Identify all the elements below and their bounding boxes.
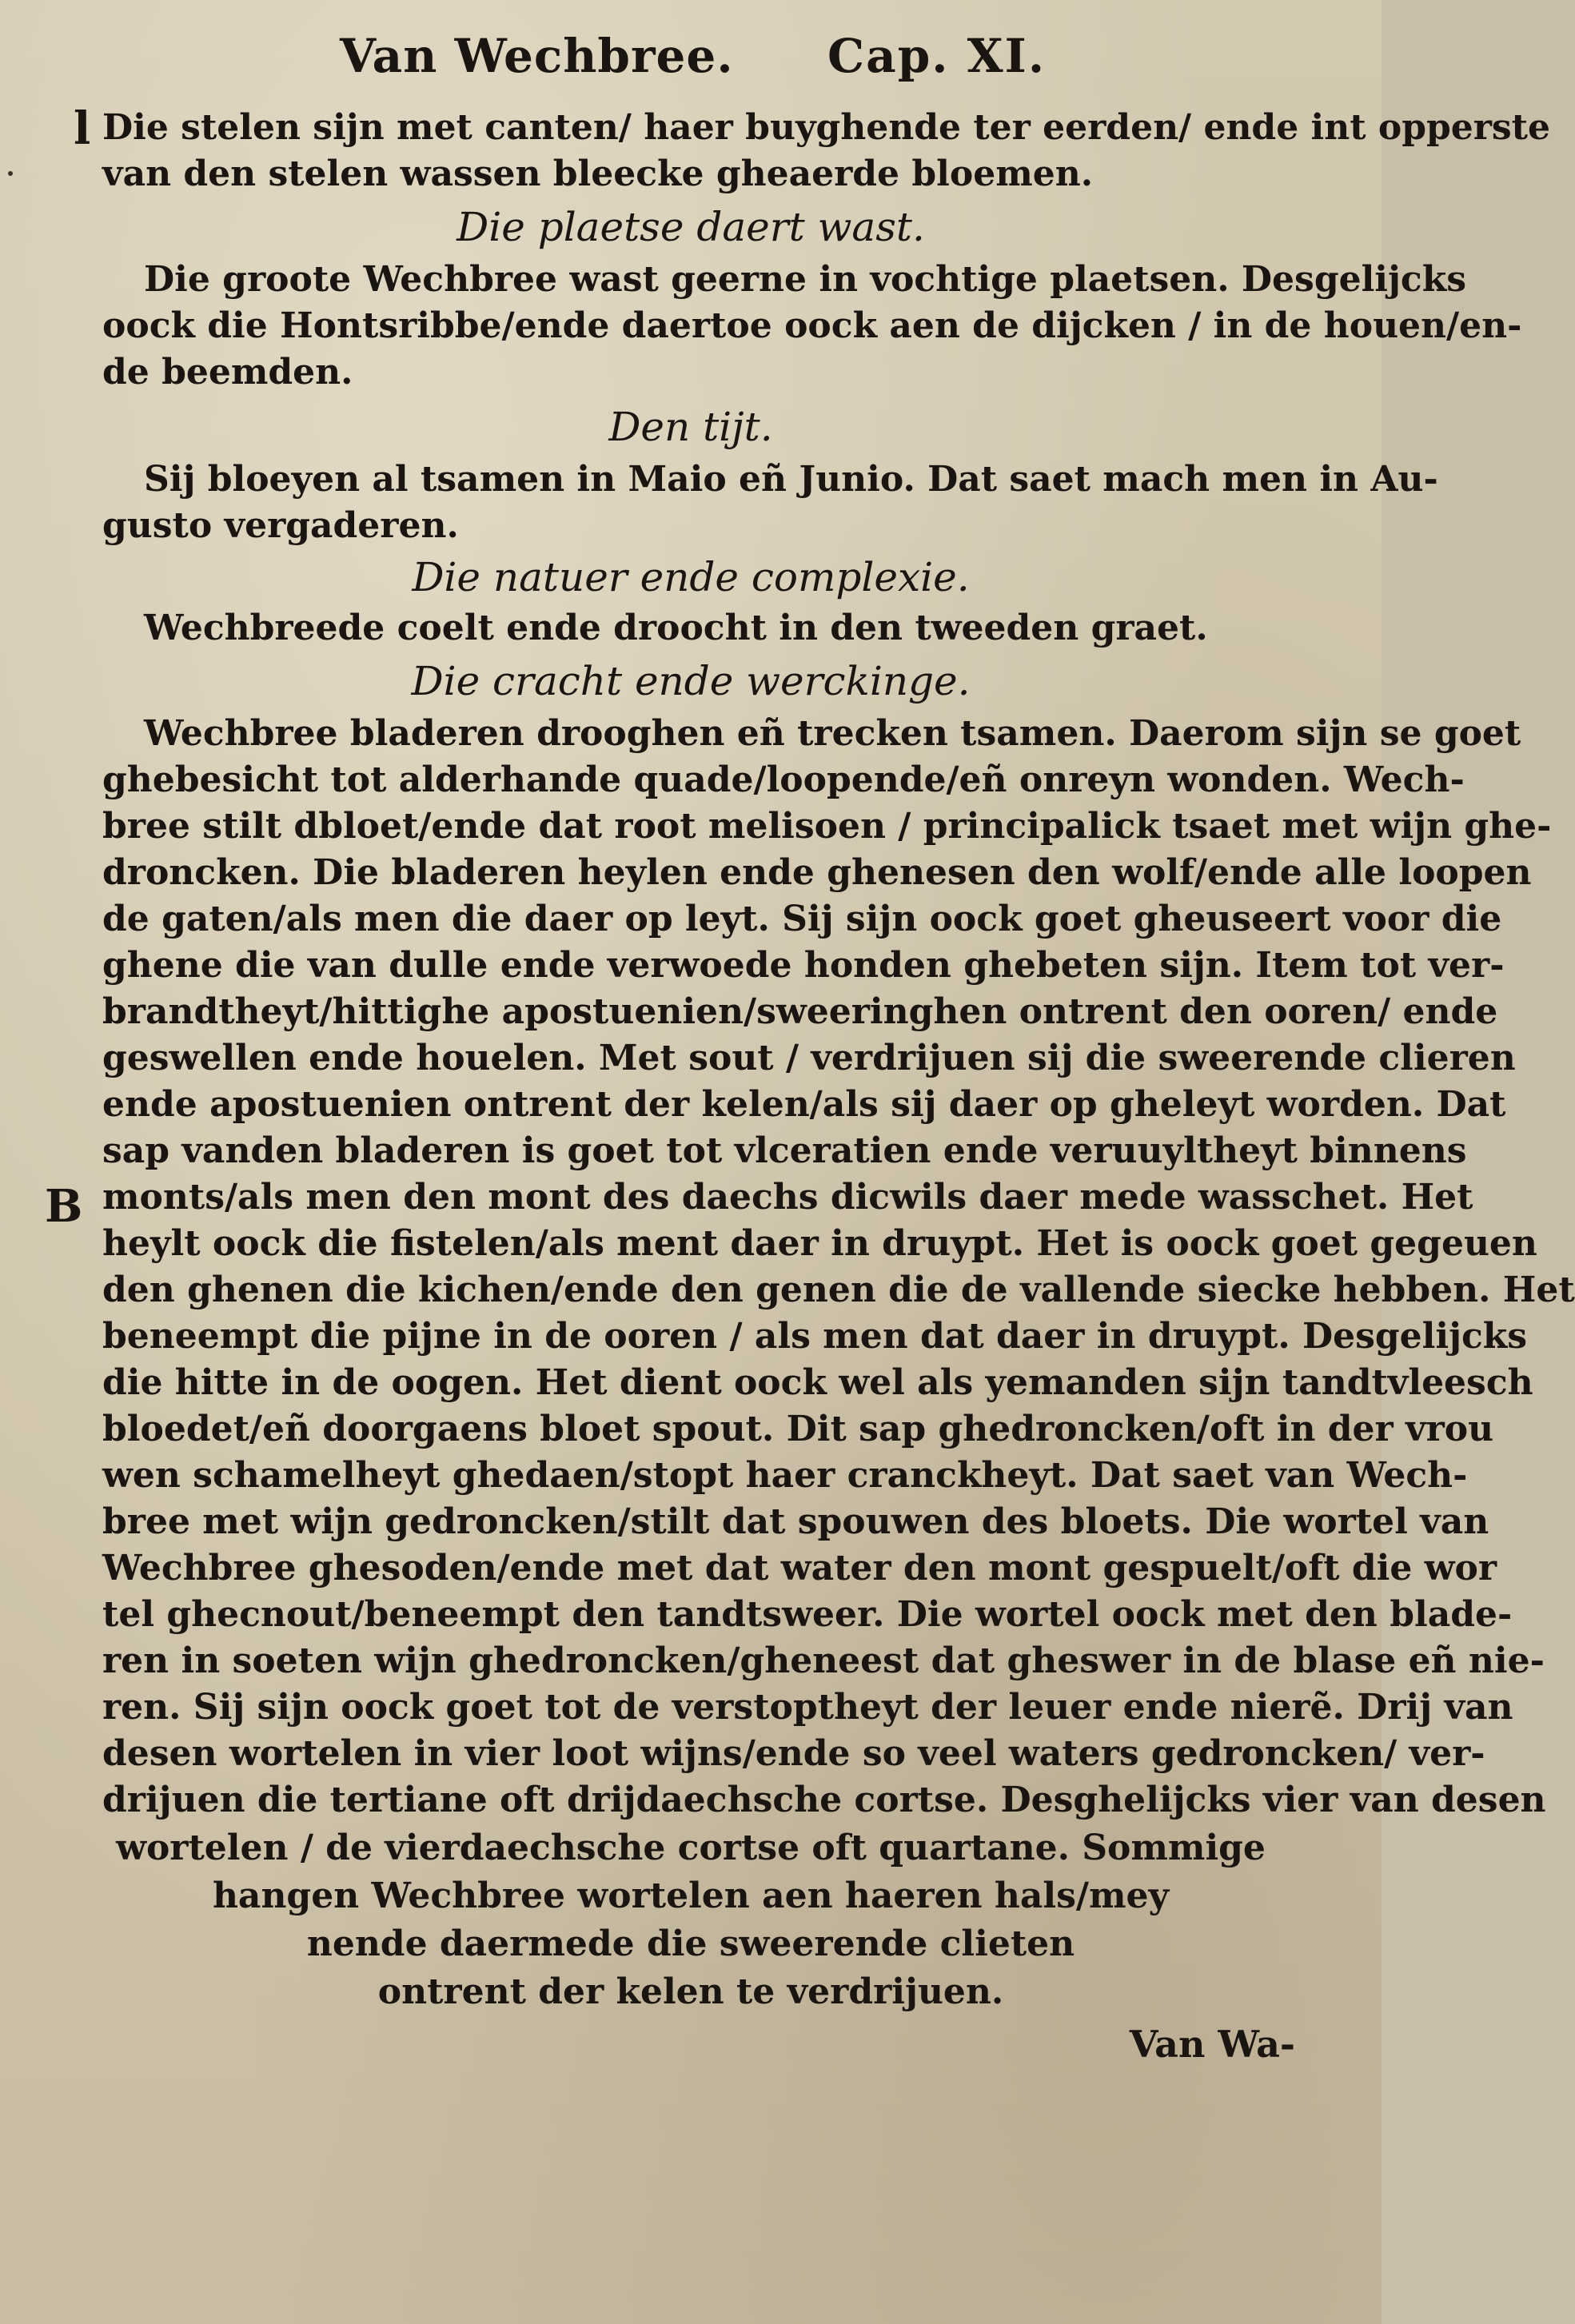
text-line: van den stelen wassen bleecke gheaerde bloemen. <box>102 153 1094 194</box>
text-line: monts/als men den mont des daechs dicwils daer mede wasschet. Het <box>102 1177 1473 1218</box>
text-line: droncken. Die bladeren heylen ende ghenesen den wolf/ende alle loopen <box>102 852 1532 893</box>
text-line: Die stelen sijn met canten/ haer buyghende ter eerden/ ende int opperste <box>102 107 1551 148</box>
text-line: bloedet/eñ doorgaens bloet spout. Dit sap ghedroncken/oft in der vrou <box>102 1409 1494 1449</box>
text-line: Wechbree ghesoden/ende met dat water den mont gespuelt/oft die wor <box>102 1548 1497 1589</box>
tail-line: nende daermede die sweerende clieten <box>306 1923 1075 1964</box>
catchword: Van Wa- <box>1129 2023 1295 2066</box>
text-line: bree met wijn gedroncken/stilt dat spouwen des bloets. Die wortel van <box>102 1501 1489 1542</box>
text-line: tel ghecnout/beneempt den tandtsweer. Die wortel oock met den blade- <box>102 1594 1513 1635</box>
text-line: de beemden. <box>102 352 353 393</box>
text-line: brandtheyt/hittighe apostuenien/sweeringhen ontrent den ooren/ ende <box>102 991 1498 1032</box>
text-line: ghene die van dulle ende verwoede honden ghebeten sijn. Item tot ver- <box>102 945 1505 986</box>
text-line: bree stilt dbloet/ende dat root melisoen / principalick tsaet met wijn ghe- <box>102 806 1552 847</box>
tail-line: ontrent der kelen te verdrijuen. <box>377 1971 1004 2012</box>
text-line: Wechbreede coelt ende droocht in den tweeden graet. <box>144 608 1208 648</box>
text-line: heylt oock die fistelen/als ment daer in druypt. Het is oock goet gegeuen <box>102 1223 1537 1264</box>
section-heading-place: Die plaetse daert wast. <box>457 204 925 250</box>
text-line: sap vanden bladeren is goet tot vlceratien ende veruuyltheyt binnens <box>102 1130 1467 1171</box>
text-line: oock die Hontsribbe/ende daertoe oock aen de dijcken / in de houen/en- <box>102 305 1522 346</box>
text-line: gusto vergaderen. <box>102 505 459 546</box>
text-line: ende apostuenien ontrent der kelen/als sij daer op gheleyt worden. Dat <box>102 1084 1506 1125</box>
text-line: desen wortelen in vier loot wijns/ende so veel waters gedroncken/ ver- <box>102 1733 1485 1774</box>
section-heading-time: Den tijt. <box>608 404 773 450</box>
tail-line: wortelen / de vierdaechsche cortse oft quartane. Sommige <box>116 1828 1266 1868</box>
text-line: beneempt die pijne in de ooren / als men dat daer in druypt. Desgelijcks <box>102 1316 1528 1357</box>
text-line: de gaten/als men die daer op leyt. Sij sijn oock goet gheuseert voor die <box>102 899 1502 939</box>
section-heading-power: Die cracht ende werckinge. <box>411 658 971 704</box>
text-line: ghebesicht tot alderhande quade/loopende/eñ onreyn wonden. Wech- <box>102 759 1465 800</box>
tail-line: hangen Wechbree wortelen aen haeren hals/mey <box>212 1876 1170 1916</box>
text-line: Wechbree bladeren drooghen eñ trecken tsamen. Daerom sijn se goet <box>144 713 1521 754</box>
text-line: Sij bloeyen al tsamen in Maio eñ Junio. Dat saet mach men in Au- <box>144 459 1438 500</box>
page-header <box>0 29 1382 93</box>
text-line: die hitte in de oogen. Het dient oock wel als yemanden sijn tandtvleesch <box>102 1362 1533 1403</box>
running-title: Van Wechbree. <box>340 29 734 83</box>
text-line: geswellen ende houelen. Met sout / verdrijuen sij die sweerende clieren <box>102 1038 1516 1078</box>
margin-mark-top: l <box>74 102 91 155</box>
section-heading-nature: Die natuer ende complexie. <box>412 554 970 600</box>
text-line: ren. Sij sijn oock goet tot de verstoptheyt der leuer ende nierẽ. Drij van <box>102 1687 1513 1728</box>
margin-mark-side: B <box>45 1180 83 1233</box>
text-line: Die groote Wechbree wast geerne in vochtige plaetsen. Desgelijcks <box>144 259 1466 300</box>
paper-speck <box>8 171 13 176</box>
text-line: drijuen die tertiane oft drijdaechsche cortse. Desghelijcks vier van desen <box>102 1780 1546 1820</box>
text-line: ren in soeten wijn ghedroncken/gheneest dat gheswer in de blase eñ nie- <box>102 1640 1545 1681</box>
text-line: den ghenen die kichen/ende den genen die de vallende siecke hebben. Het <box>102 1270 1575 1310</box>
text-line: wen schamelheyt ghedaen/stopt haer cranckheyt. Dat saet van Wech- <box>102 1455 1468 1496</box>
chapter-number: Cap. XI. <box>827 29 1047 83</box>
